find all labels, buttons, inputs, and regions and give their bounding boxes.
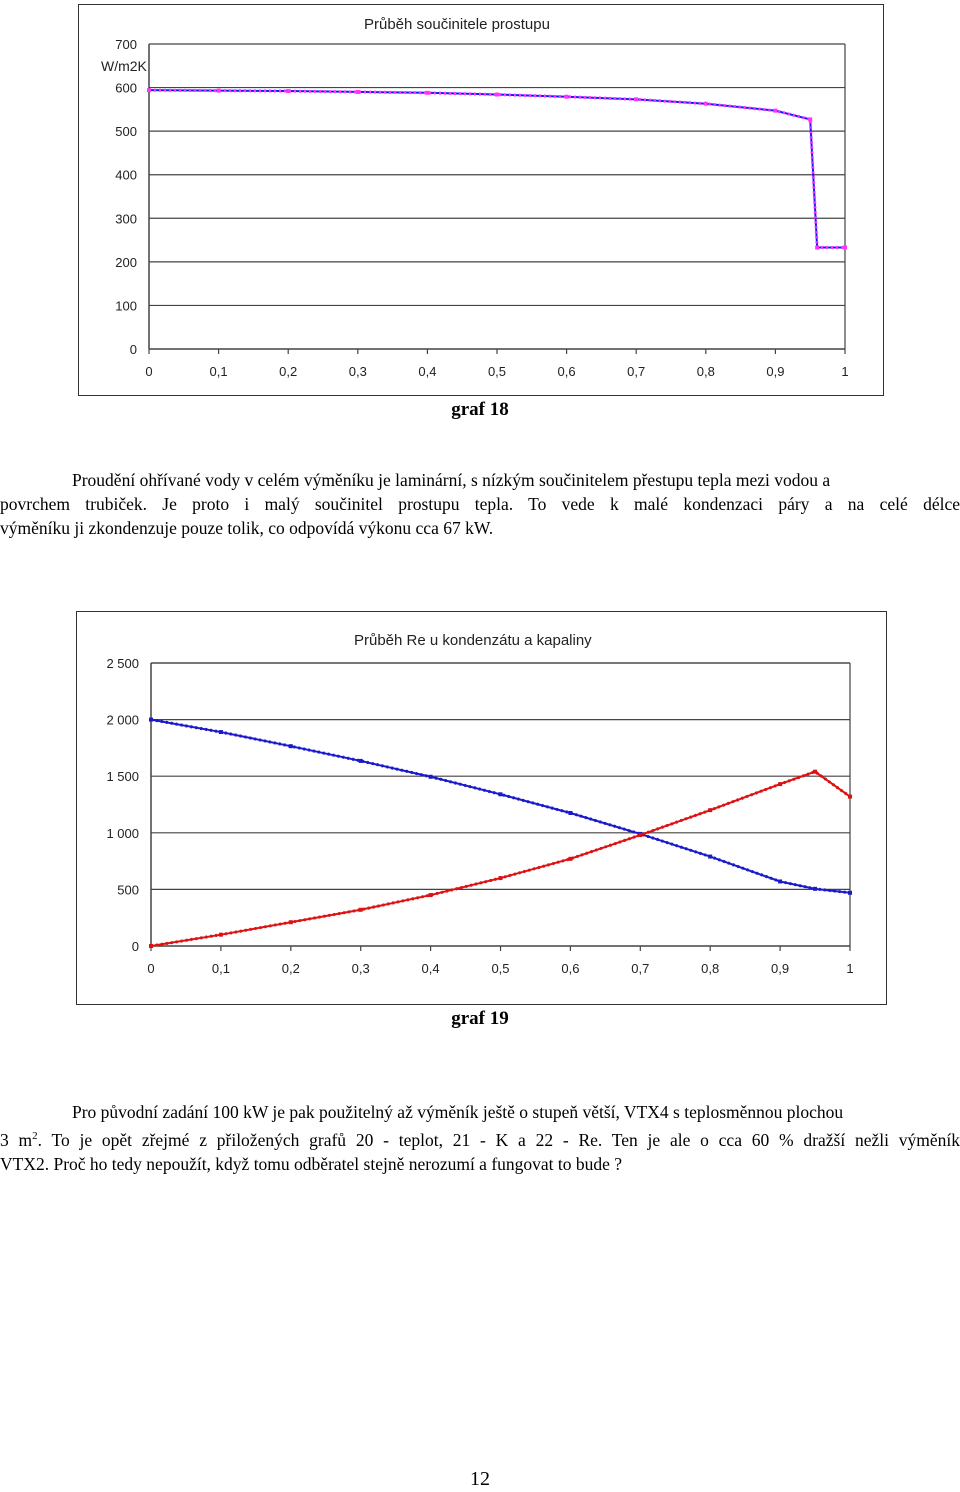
data-point — [359, 759, 363, 763]
data-point — [147, 88, 151, 92]
x-tick-label: 0,5 — [491, 961, 510, 976]
figure-caption-19: graf 19 — [451, 1008, 509, 1029]
paragraph-2-line-3: VTX2. Proč ho tedy nepoužít, když tomu odběratel stejně nerozumí a fungovat to bude ? — [0, 1153, 623, 1174]
data-point — [495, 93, 499, 97]
chart-18 — [78, 4, 884, 396]
data-point — [815, 245, 819, 249]
data-point — [808, 117, 812, 121]
y-tick-label: 0 — [131, 939, 139, 954]
x-tick-label: 0,1 — [211, 961, 230, 976]
y-tick-label: 2 000 — [106, 712, 139, 728]
x-tick-label: 0,6 — [561, 961, 580, 976]
data-point — [638, 833, 642, 837]
paragraph-2 — [0, 1100, 960, 1176]
x-tick-label: 1 — [841, 364, 849, 379]
x-tick-label: 0,8 — [696, 364, 715, 379]
y-tick-label: 1 000 — [106, 825, 139, 841]
superscript-2: 2 — [32, 1130, 38, 1142]
data-point — [708, 855, 712, 859]
y-tick-label: 400 — [115, 167, 137, 183]
plot-area — [151, 663, 850, 946]
x-tick-label: 1 — [846, 961, 854, 976]
x-tick-label: 0 — [147, 961, 155, 976]
paragraph-2-line-1: Pro původní zadání 100 kW je pak použitelný až výměník ještě o stupeň větší, VTX4 s teplosměnnou plochou — [72, 1102, 844, 1122]
y-tick-label: 500 — [115, 124, 137, 140]
x-tick-label: 0,7 — [627, 364, 646, 379]
paragraph-1-line-3: výměníku ji zkondenzuje pouze tolik, co odpovídá výkonu cca 67 kW. — [0, 518, 494, 538]
y-tick-label: 300 — [115, 211, 137, 227]
chart-19-plot — [77, 612, 888, 1006]
data-point — [778, 879, 782, 883]
x-tick-label: 0,8 — [701, 961, 720, 976]
figure-caption-18: graf 18 — [451, 399, 509, 420]
data-point — [568, 811, 572, 815]
y-tick-label: 100 — [115, 298, 137, 314]
data-point — [568, 857, 572, 861]
y-tick-label: 600 — [115, 80, 137, 96]
data-point — [289, 744, 293, 748]
paragraph-1-line-2: povrchem trubiček. Je proto i malý součinitel prostupu tepla. To vede k malé kondenzaci páry a na celé délce — [0, 494, 960, 514]
page-number: 12 — [470, 1468, 490, 1490]
data-point — [848, 795, 852, 799]
y-tick-label: 2 500 — [106, 656, 139, 671]
x-tick-label: 0,5 — [487, 364, 507, 379]
x-tick-label: 0,2 — [281, 961, 300, 976]
chart-18-plot — [79, 5, 885, 397]
data-point — [773, 109, 777, 113]
x-tick-label: 0,1 — [209, 364, 228, 379]
x-tick-label: 0,9 — [771, 961, 790, 976]
x-tick-label: 0,6 — [557, 364, 576, 379]
data-point — [356, 90, 360, 94]
x-tick-label: 0,2 — [279, 364, 298, 379]
paragraph-1 — [0, 468, 960, 540]
data-point — [359, 908, 363, 912]
paragraph-2-line-2-rest: . To je opět zřejmé z přiložených grafů 20 - teplot, 21 - K a 22 - Re. Ten je ale o cca 60 % dražší nežli výměník — [37, 1129, 960, 1150]
data-point — [843, 245, 847, 249]
data-point — [813, 887, 817, 891]
data-point — [429, 893, 433, 897]
data-point — [778, 782, 782, 786]
data-point — [219, 730, 223, 734]
x-tick-label: 0,4 — [418, 364, 437, 379]
y-tick-label: 0 — [129, 342, 137, 357]
data-point — [286, 89, 290, 93]
chart-18-y-unit: W/m2K — [101, 58, 147, 74]
data-point — [217, 89, 221, 93]
x-tick-label: 0,4 — [421, 961, 440, 976]
x-tick-label: 0 — [145, 364, 153, 379]
y-tick-label: 500 — [117, 882, 139, 898]
y-tick-label: 1 500 — [106, 769, 139, 785]
data-point — [425, 91, 429, 95]
chart-18-title: Průběh součinitele prostupu — [364, 16, 550, 33]
data-point — [813, 770, 817, 774]
y-tick-label: 200 — [115, 254, 137, 270]
data-point — [848, 891, 852, 895]
data-point — [149, 944, 153, 948]
data-point — [565, 95, 569, 99]
data-point — [219, 933, 223, 937]
chart-19 — [76, 611, 887, 1005]
x-tick-label: 0,9 — [766, 364, 785, 379]
x-tick-label: 0,7 — [631, 961, 650, 976]
x-tick-label: 0,3 — [348, 364, 367, 379]
y-tick-label: 700 — [115, 37, 137, 52]
data-point — [704, 102, 708, 106]
data-point — [149, 718, 153, 722]
paragraph-2-line-2-start: 3 m — [0, 1129, 33, 1150]
data-point — [634, 97, 638, 101]
x-tick-label: 0,3 — [351, 961, 370, 976]
data-point — [429, 775, 433, 779]
paragraph-2-line-2 — [0, 1124, 960, 1152]
data-point — [499, 792, 503, 796]
paragraph-1-line-1: Proudění ohřívané vody v celém výměníku je laminární, s nízkým součinitelem přestupu tepla mezi vodou a — [72, 470, 831, 490]
chart-19-title: Průběh Re u kondenzátu a kapaliny — [354, 632, 592, 649]
data-point — [499, 876, 503, 880]
plot-area — [149, 44, 845, 349]
data-point — [708, 808, 712, 812]
data-point — [289, 920, 293, 924]
